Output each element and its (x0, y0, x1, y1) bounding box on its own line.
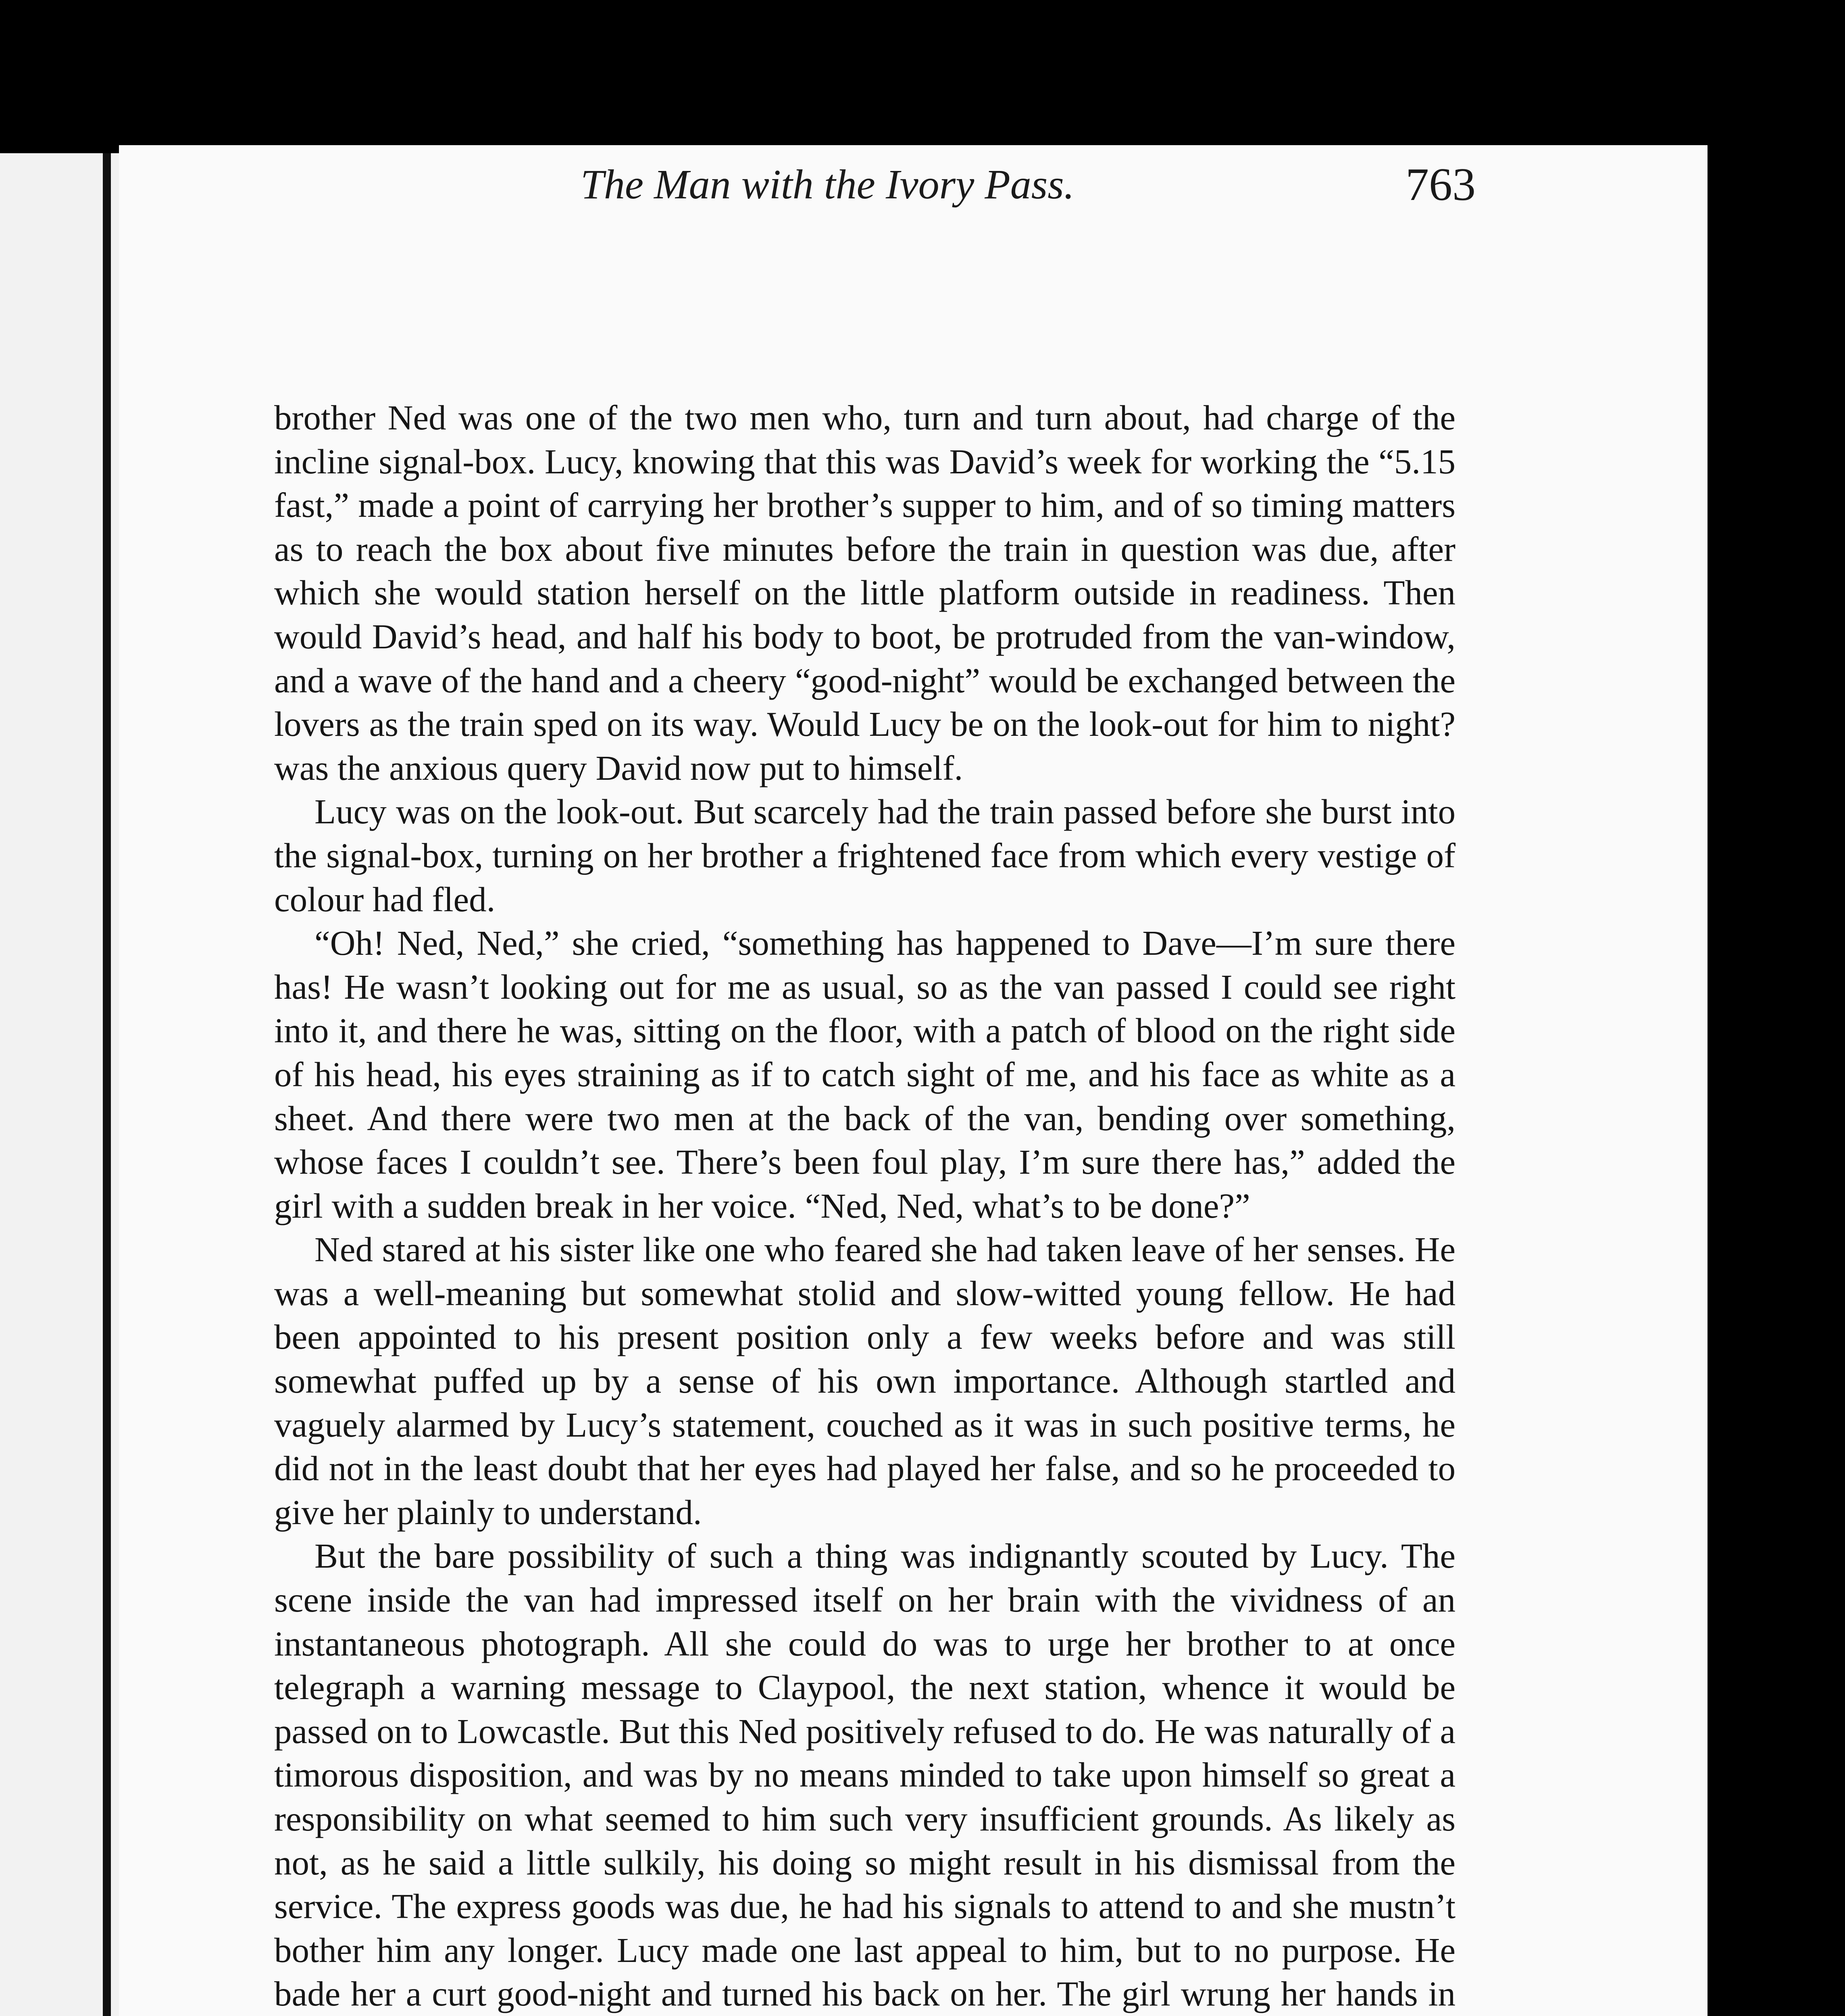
running-header (448, 160, 1476, 225)
story-text (274, 396, 1456, 2016)
page-number: 763 (1406, 159, 1476, 210)
paragraph: Lucy was on the look-out. But scarcely had the train passed before she burst into the signal-box, turning on her brother a frightened face from which every vestige of colour had fled. (274, 792, 1456, 919)
paragraph: “Oh! Ned, Ned,” she cried, “something has happened to Dave—I’m sure there has! He wasn’t looking out for me as usual, so as the van passed I could see right into it, and there he was, sitting on the floor, with a patch of blood on the right side of his head, his eyes straining as if to catch sight of me, and his face as white as a sheet. And there were two men at the back of the van, bending over something, whose faces I couldn’t see. There’s been foul play, I’m sure there has,” added the girl with a sudden break in her voice. “Ned, Ned, what’s to be done?” (274, 923, 1456, 1225)
paragraph: But the bare possibility of such a thing was indignantly scouted by Lucy. The scene inside the van had impressed itself on her brain with the vividness of an instantaneous photograph. All she could do was to urge her brother to at once telegraph a warning message to Claypool, the next station, whence it would be passed on to Lowcastle. But this Ned positively refused to do. He was naturally of a timorous disposition, and was by no means minded to take upon himself so great a responsibility on what seemed to him such very insufficient grounds. As likely as not, as he said a little sulkily, his doing so might result in his dismissal from the service. The express goods was due, he had his signals to attend to and she mustn’t bother him any longer. Lucy made one last appeal to him, but to no purpose. He bade her a curt good-night and turned his back on her. The girl wrung her hands in (274, 1536, 1456, 2014)
paragraph: Ned stared at his sister like one who feared she had taken leave of her senses. He was a well-meaning but somewhat stolid and slow-witted young fellow. He had been appointed to his present position only a few weeks before and was still somewhat puffed up by a sense of his own importance. Although startled and vaguely alarmed by Lucy’s statement, couched as it was in such positive terms, he did not in the least doubt that her eyes had played her false, and so he proceeded to give her plainly to understand. (274, 1230, 1456, 1532)
paragraph: brother Ned was one of the two men who, turn and turn about, had charge of the incline signal-box. Lucy, knowing that this was David’s week for working the “5.15 fast,” made a point of carrying her brother’s supper to him, and of so timing matters as to reach the box about five minutes before the train in question was due, after which she would station herself on the little platform outside in readiness. Then would David’s head, and half his body to boot, be protruded from the van-window, and a wave of the hand and a cheery “good-night” would be exchanged between the lovers as the train sped on its way. Would Lucy be on the look-out for him to night? was the anxious query David now put to himself. (274, 398, 1456, 787)
book-gutter (103, 153, 111, 2016)
running-title: The Man with the Ivory Pass. (581, 161, 1075, 208)
